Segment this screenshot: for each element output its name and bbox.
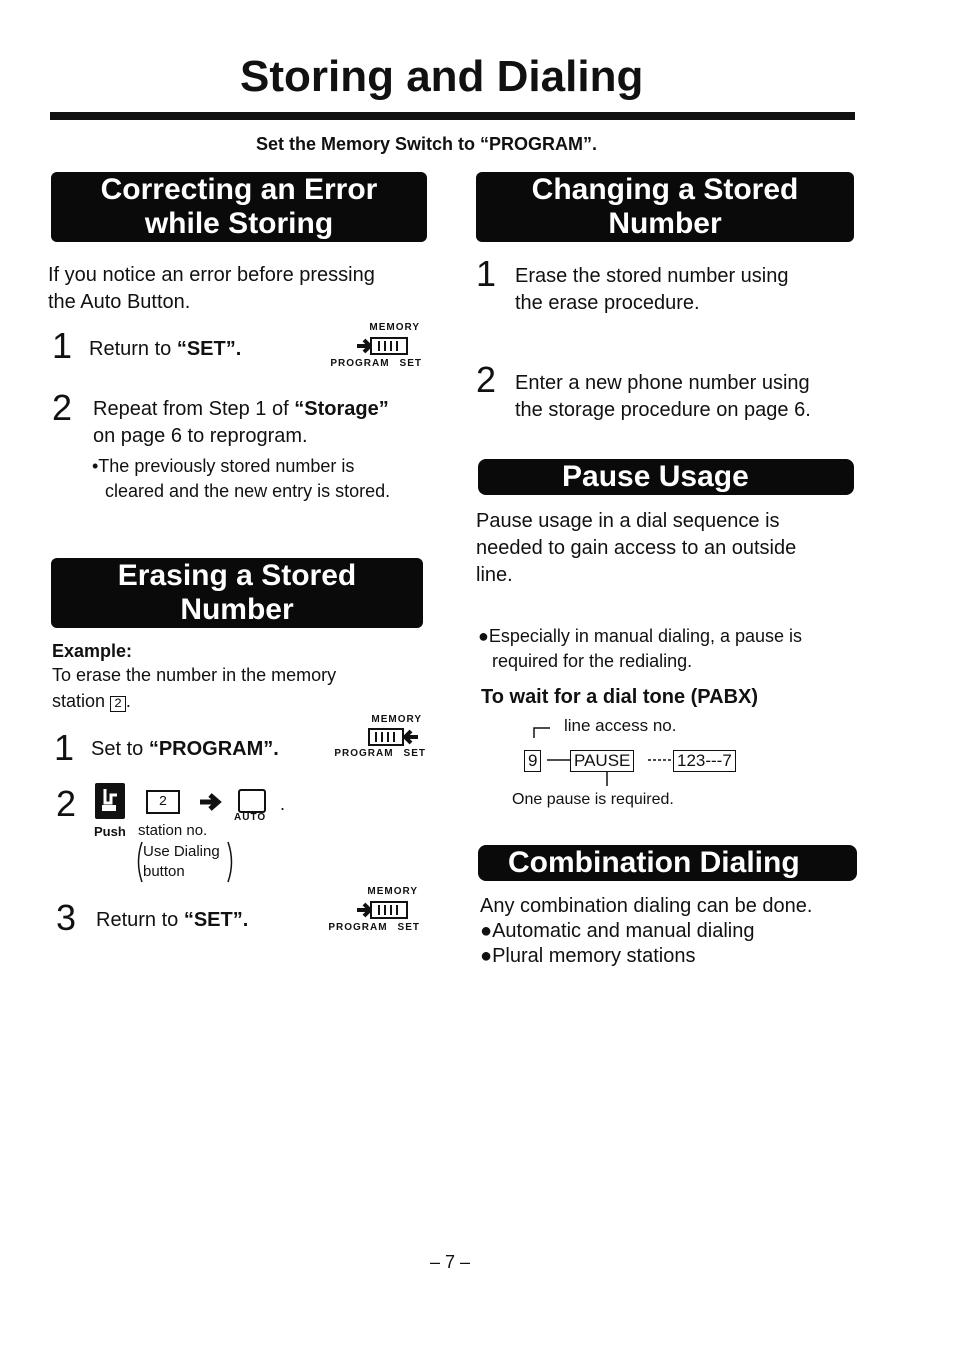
station-button-digit: 2 [158, 794, 168, 810]
combination-line2: ●Automatic and manual dialing [480, 920, 755, 942]
switch-memory-label-2: MEMORY [371, 714, 422, 725]
left-paren [135, 841, 143, 883]
right-paren [227, 841, 235, 883]
erasing-example-line1: To erase the number in the memory [52, 665, 337, 685]
switch-arrow-left-icon [366, 726, 422, 748]
pause-intro-line2: needed to gain access to an outside [476, 537, 797, 559]
station-key-2: 2 [110, 696, 126, 712]
changing-step1-line1: Erase the stored number using [515, 265, 789, 287]
correcting-step1-number: 1 [52, 325, 73, 366]
dial-pause-box: PAUSE [570, 750, 634, 772]
switch-set-label-2: SET [403, 748, 426, 759]
correcting-intro-line1: If you notice an error before pressing [48, 264, 375, 286]
erasing-step3-text [96, 907, 248, 934]
title-divider [50, 112, 855, 120]
correcting-step2-text [93, 396, 389, 423]
pause-usage-banner [478, 459, 854, 495]
pause-note-line1: ●Especially in manual dialing, a pause is [478, 626, 803, 646]
pause-intro-line1: Pause usage in a dial sequence is [476, 510, 780, 532]
dial-digit-box: 9 [524, 750, 541, 772]
station-no-label: station no. [138, 822, 208, 839]
switch-arrow-right-icon [354, 334, 414, 358]
correcting-step2-number: 2 [52, 387, 73, 428]
trailing-period: . [280, 794, 286, 814]
changing-step2-line1: Enter a new phone number using [515, 372, 810, 394]
erasing-step1-text [91, 736, 279, 763]
correcting-step2-storage: “Storage” [294, 398, 389, 420]
dial-number-box: 123---7 [673, 750, 736, 772]
changing-banner [476, 172, 854, 242]
switch-program-label-3: PROGRAM [328, 922, 388, 933]
memory-switch-instruction: Set the Memory Switch to “PROGRAM”. [256, 134, 598, 154]
correcting-note-line2: cleared and the new entry is stored. [105, 481, 391, 501]
erasing-example-station: station [52, 691, 106, 711]
combination-banner-text: Combination Dialing [508, 846, 800, 879]
erasing-step2-number: 2 [56, 783, 77, 824]
arrow-right-icon [198, 792, 226, 812]
switch-memory-label-3: MEMORY [367, 886, 418, 897]
use-dialing-note [135, 841, 241, 883]
correcting-step1-label: Return to [89, 338, 177, 360]
erasing-banner-line2: Number [180, 593, 294, 626]
erasing-banner [51, 558, 423, 628]
switch-program-label-2: PROGRAM [334, 748, 394, 759]
combination-line3: ●Plural memory stations [480, 945, 696, 967]
correcting-step2-label: Repeat from Step 1 of [93, 398, 295, 420]
page-number: – 7 – [430, 1252, 471, 1272]
memory-switch-set-1 [318, 322, 422, 370]
switch-memory-label: MEMORY [369, 322, 420, 333]
erasing-banner-line1: Erasing a Stored [117, 559, 357, 592]
pause-banner-text: Pause Usage [562, 460, 749, 493]
erasing-step1-label: Set to [91, 738, 149, 760]
correcting-note-line1: •The previously stored number is [92, 456, 355, 476]
period: . [125, 691, 131, 711]
erasing-step3-label: Return to [96, 909, 184, 931]
switch-arrow-right-icon-2 [354, 898, 414, 922]
switch-set-label-3: SET [397, 922, 420, 933]
correcting-intro-line2: the Auto Button. [48, 291, 191, 313]
station-button-icon [146, 790, 180, 814]
memory-switch-set-2 [320, 886, 420, 934]
pabx-heading: To wait for a dial tone (PABX) [481, 686, 759, 708]
erasing-example-label: Example: [52, 641, 133, 661]
push-label: Push [94, 824, 126, 839]
correcting-step2-line2: on page 6 to reprogram. [93, 425, 308, 447]
changing-step1-number: 1 [476, 253, 497, 294]
changing-banner-line1: Changing a Stored [531, 173, 799, 206]
pause-intro-line3: line. [476, 564, 513, 586]
combination-line1: Any combination dialing can be done. [480, 895, 813, 917]
changing-step1-line2: the erase procedure. [515, 292, 700, 314]
correcting-banner-line1: Correcting an Error [100, 173, 378, 206]
page-title: Storing and Dialing [240, 52, 644, 101]
auto-label: AUTO [234, 812, 267, 823]
erasing-step1-number: 1 [54, 727, 75, 768]
push-finger-icon [93, 781, 129, 821]
pause-note-line2: required for the redialing. [492, 651, 693, 671]
use-dialing-line1: Use Dialing [143, 843, 220, 860]
auto-button-icon [238, 789, 266, 813]
combination-dialing-banner [478, 845, 857, 881]
switch-program-label: PROGRAM [330, 358, 390, 369]
switch-set-label: SET [399, 358, 422, 369]
changing-banner-line2: Number [608, 207, 722, 240]
erasing-example-line2 [52, 689, 131, 713]
erasing-step3-number: 3 [56, 897, 77, 938]
changing-step2-line2: the storage procedure on page 6. [515, 399, 811, 421]
correcting-banner-line2: while Storing [144, 207, 334, 240]
correcting-step1-set: “SET”. [176, 338, 242, 360]
one-pause-note: One pause is required. [512, 791, 674, 808]
erasing-step3-set: “SET”. [183, 909, 249, 931]
memory-switch-program [326, 714, 426, 760]
changing-step2-number: 2 [476, 359, 497, 400]
correcting-error-banner [51, 172, 427, 242]
line-access-label: line access no. [564, 716, 677, 735]
erasing-step1-program: “PROGRAM”. [148, 738, 279, 760]
use-dialing-line2: button [143, 863, 185, 880]
correcting-step1-text [89, 336, 241, 363]
